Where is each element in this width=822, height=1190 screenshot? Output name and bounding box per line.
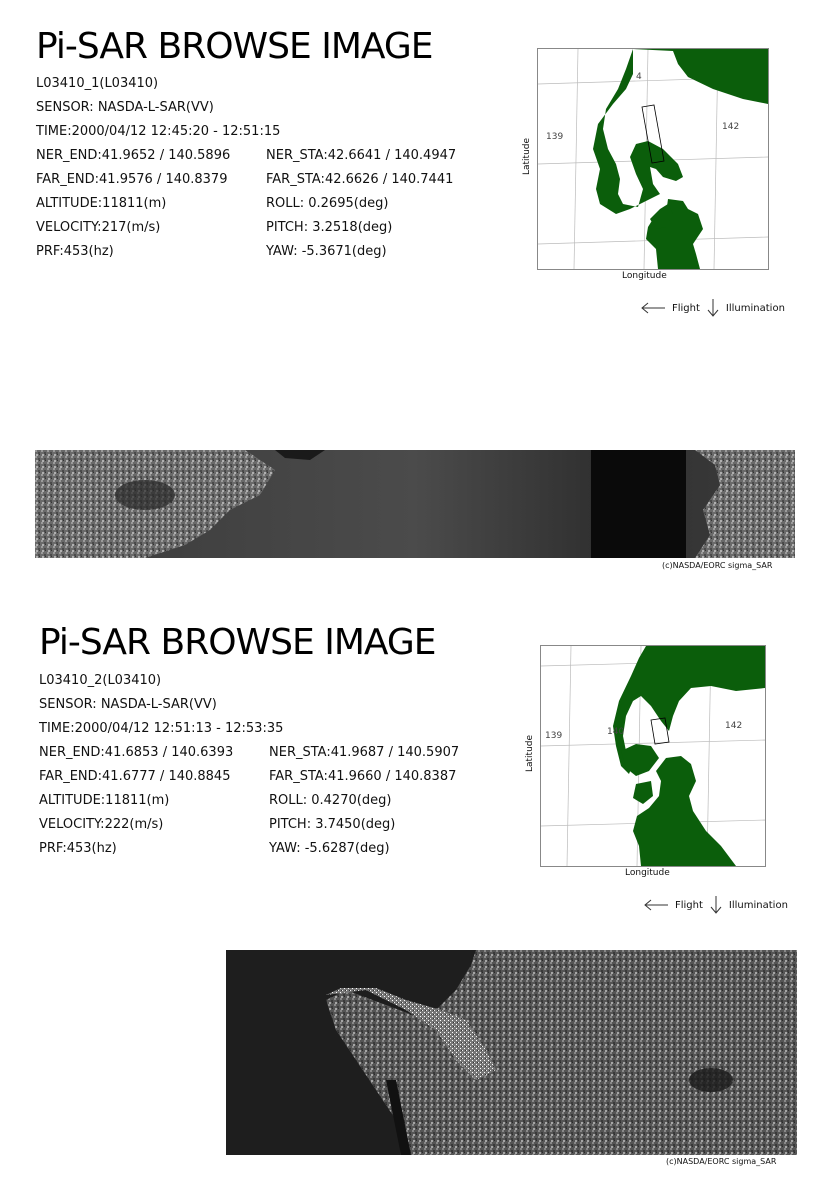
map-tick-142: 142 <box>725 721 743 731</box>
scene-id: L03410_1(L03410) <box>36 76 159 91</box>
flight-illumination-legend <box>640 298 785 318</box>
prf-field: PRF:453(hz) <box>39 841 117 856</box>
pitch-field: PITCH: 3.2518(deg) <box>266 220 393 235</box>
land-mass-peninsula <box>633 781 653 804</box>
far-end-field: FAR_END:41.6777 / 140.8845 <box>39 769 231 784</box>
ner-sta-field: NER_STA:42.6641 / 140.4947 <box>266 148 457 163</box>
far-end-field: FAR_END:41.9576 / 140.8379 <box>36 172 228 187</box>
prf-field: PRF:453(hz) <box>36 244 114 259</box>
flight-label: Flight <box>672 302 700 314</box>
sar-browse-strip <box>226 950 797 1155</box>
roll-field: ROLL: 0.4270(deg) <box>269 793 392 808</box>
sensor-field: SENSOR: NASDA-L-SAR(VV) <box>39 697 217 712</box>
illumination-label: Illumination <box>728 899 788 911</box>
browse-record-2 <box>0 600 822 1190</box>
flight-illumination-legend <box>643 895 788 915</box>
illumination-arrow-icon <box>709 895 723 915</box>
map-graphic <box>541 646 765 866</box>
map-tick-139: 139 <box>545 731 563 741</box>
altitude-field: ALTITUDE:11811(m) <box>36 196 167 211</box>
ner-end-field: NER_END:41.6853 / 140.6393 <box>39 745 234 760</box>
illumination-arrow-icon <box>706 298 720 318</box>
location-map <box>540 645 766 867</box>
copyright-credit: (c)NASDA/EORC sigma_SAR <box>666 1157 777 1166</box>
map-tick-139: 139 <box>546 132 564 142</box>
yaw-field: YAW: -5.3671(deg) <box>266 244 387 259</box>
time-field: TIME:2000/04/12 12:51:13 - 12:53:35 <box>39 721 284 736</box>
velocity-field: VELOCITY:217(m/s) <box>36 220 161 235</box>
land-mass-south <box>633 756 736 866</box>
copyright-credit: (c)NASDA/EORC sigma_SAR <box>662 561 773 570</box>
pitch-field: PITCH: 3.7450(deg) <box>269 817 396 832</box>
roll-field: ROLL: 0.2695(deg) <box>266 196 389 211</box>
page-title: Pi-SAR BROWSE IMAGE <box>39 622 436 663</box>
flight-arrow-icon <box>640 302 666 314</box>
map-graphic <box>538 49 768 269</box>
map-tick-140: 140 <box>607 727 625 737</box>
ner-end-field: NER_END:41.9652 / 140.5896 <box>36 148 231 163</box>
map-tick-142: 142 <box>722 122 740 132</box>
velocity-field: VELOCITY:222(m/s) <box>39 817 164 832</box>
scene-id: L03410_2(L03410) <box>39 673 162 688</box>
longitude-label: Longitude <box>625 868 670 878</box>
map-tick-140: 4 <box>636 72 642 82</box>
sar-image-graphic <box>226 950 797 1155</box>
illumination-label: Illumination <box>725 302 785 314</box>
sensor-field: SENSOR: NASDA-L-SAR(VV) <box>36 100 214 115</box>
altitude-field: ALTITUDE:11811(m) <box>39 793 170 808</box>
land-mass-south <box>646 199 703 269</box>
land-mass-north <box>593 49 768 214</box>
far-sta-field: FAR_STA:41.9660 / 140.8387 <box>269 769 457 784</box>
time-field: TIME:2000/04/12 12:45:20 - 12:51:15 <box>36 124 281 139</box>
latitude-label: Latitude <box>522 137 532 175</box>
latitude-label: Latitude <box>525 734 535 772</box>
yaw-field: YAW: -5.6287(deg) <box>269 841 390 856</box>
page-title: Pi-SAR BROWSE IMAGE <box>36 26 433 67</box>
flight-arrow-icon <box>643 899 669 911</box>
sar-browse-strip <box>35 450 795 558</box>
far-sta-field: FAR_STA:42.6626 / 140.7441 <box>266 172 454 187</box>
sar-image-graphic <box>35 450 795 558</box>
ner-sta-field: NER_STA:41.9687 / 140.5907 <box>269 745 460 760</box>
longitude-label: Longitude <box>622 271 667 281</box>
flight-label: Flight <box>675 899 703 911</box>
location-map <box>537 48 769 270</box>
